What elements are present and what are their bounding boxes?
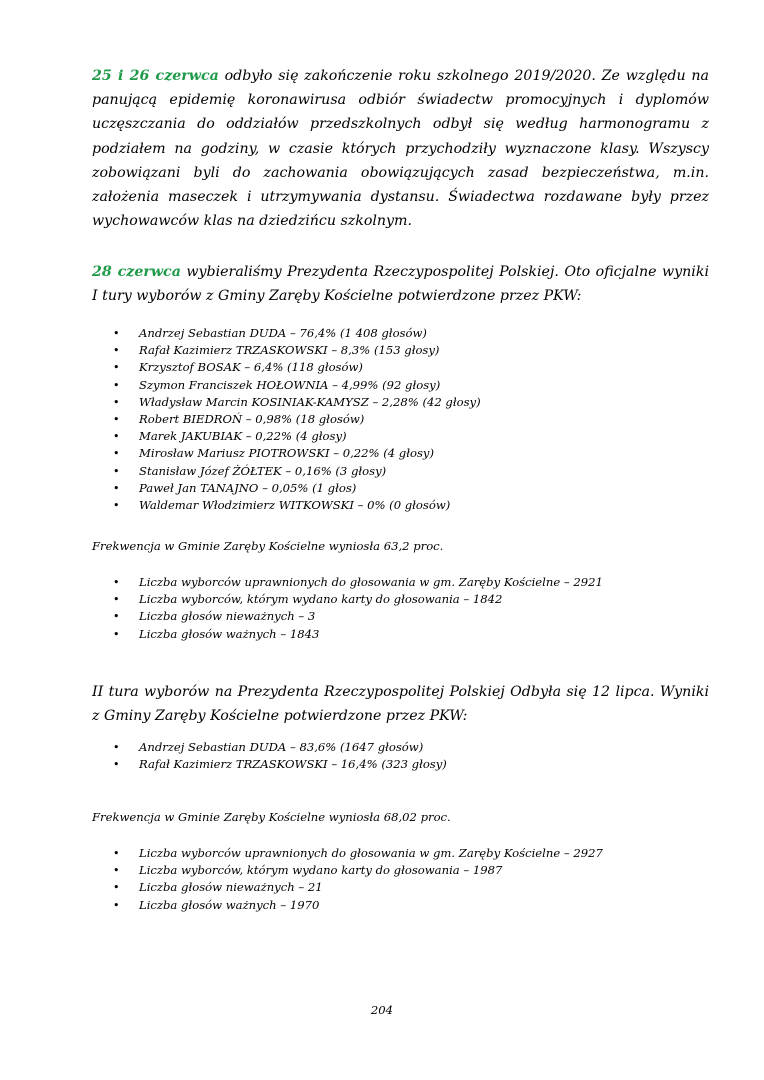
list-item: • Paweł Jan TANAJNO – 0,05% (1 głos) (104, 480, 481, 497)
date-highlight: 28 czerwca (92, 264, 181, 280)
list-item: • Krzysztof BOSAK – 6,4% (118 głosów) (104, 359, 481, 376)
turnout-round-1: Frekwencja w Gminie Zaręby Kościelne wyniosła 63,2 proc. (92, 539, 444, 553)
list-item: • Liczba głosów ważnych – 1843 (104, 626, 603, 643)
list-item: • Robert BIEDROŃ – 0,98% (18 głosów) (104, 411, 481, 428)
bullet-icon: • (113, 610, 120, 624)
bullet-icon: • (113, 344, 120, 358)
paragraph-text: odbyło się zakończenie roku szkolnego 2019/2020. Ze względu na panującą epidemię koronawirusa odbiór świadectw promocyjnych i dyplomów uczęszczania do oddziałów przedszkolnych odbył się według harmonogramu z podziałem na godziny, w czasie których przychodziły wyznaczone klasy. Wszyscy zobowiązani byli do zachowania obowiązujących zasad bezpieczeństwa, m.in. założenia maseczek i utrzymywania dystansu. Świadectwa rozdawane były przez wychowawców klas na dziedzińcu szkolnym. (92, 68, 709, 230)
bullet-icon: • (113, 898, 120, 912)
bullet-icon: • (113, 576, 120, 589)
list-item: • Marek JAKUBIAK – 0,22% (4 głosy) (104, 428, 481, 445)
bullet-icon: • (113, 741, 120, 754)
bullet-icon: • (113, 378, 120, 392)
date-highlight: 25 i 26 czerwca (92, 68, 219, 84)
round-1-results-list (104, 325, 481, 514)
round-1-stats-list (104, 574, 603, 643)
page-number: 204 (370, 1003, 394, 1017)
bullet-icon: • (113, 758, 120, 772)
paragraph-election-round-1 (92, 260, 709, 308)
round-2-results-list (104, 739, 447, 773)
list-item: • Mirosław Mariusz PIOTROWSKI – 0,22% (4 głosy) (104, 445, 481, 462)
bullet-icon: • (113, 881, 120, 895)
paragraph-text: wybieraliśmy Prezydenta Rzeczypospolitej Polskiej. Oto oficjalne wyniki I tury wyborów z Gminy Zaręby Kościelne potwierdzone przez PKW: (92, 264, 709, 305)
bullet-icon: • (113, 327, 120, 340)
bullet-icon: • (113, 361, 120, 375)
bullet-icon: • (113, 430, 120, 444)
bullet-icon: • (113, 464, 120, 478)
list-item: • Władysław Marcin KOSINIAK-KAMYSZ – 2,28% (42 głosy) (104, 394, 481, 411)
list-item: • Rafał Kazimierz TRZASKOWSKI – 8,3% (153 głosy) (104, 342, 481, 359)
paragraph-election-round-2: II tura wyborów na Prezydenta Rzeczypospolitej Polskiej Odbyła się 12 lipca. Wyniki z Gminy Zaręby Kościelne potwierdzone przez PKW: (92, 684, 709, 725)
turnout-round-2: Frekwencja w Gminie Zaręby Kościelne wyniosła 68,02 proc. (92, 810, 451, 824)
list-item: • Rafał Kazimierz TRZASKOWSKI – 16,4% (323 głosy) (104, 756, 447, 773)
list-item: • Stanisław Józef ŻÓŁTEK – 0,16% (3 głosy) (104, 463, 481, 480)
list-item: • Andrzej Sebastian DUDA – 76,4% (1 408 głosów) (104, 325, 481, 342)
bullet-icon: • (113, 864, 120, 878)
list-item: • Andrzej Sebastian DUDA – 83,6% (1647 głosów) (104, 739, 447, 756)
bullet-icon: • (113, 847, 120, 860)
bullet-icon: • (113, 593, 120, 607)
list-item: • Waldemar Włodzimierz WITKOWSKI – 0% (0 głosów) (104, 497, 481, 514)
list-item: • Liczba wyborców uprawnionych do głosowania w gm. Zaręby Kościelne – 2921 (104, 574, 603, 591)
list-item: • Liczba głosów nieważnych – 3 (104, 608, 603, 625)
list-item: • Liczba głosów ważnych – 1970 (104, 897, 603, 914)
paragraph-school-year-end (92, 64, 709, 233)
bullet-icon: • (113, 481, 120, 495)
list-item: • Liczba wyborców, którym wydano karty do głosowania – 1987 (104, 862, 603, 879)
list-item: • Liczba głosów nieważnych – 21 (104, 879, 603, 896)
bullet-icon: • (113, 627, 120, 641)
bullet-icon: • (113, 499, 120, 513)
bullet-icon: • (113, 395, 120, 409)
round-2-stats-list (104, 845, 603, 914)
list-item: • Liczba wyborców uprawnionych do głosowania w gm. Zaręby Kościelne – 2927 (104, 845, 603, 862)
list-item: • Szymon Franciszek HOŁOWNIA – 4,99% (92 głosy) (104, 377, 481, 394)
bullet-icon: • (113, 413, 120, 427)
list-item: • Liczba wyborców, którym wydano karty do głosowania – 1842 (104, 591, 603, 608)
bullet-icon: • (113, 447, 120, 461)
